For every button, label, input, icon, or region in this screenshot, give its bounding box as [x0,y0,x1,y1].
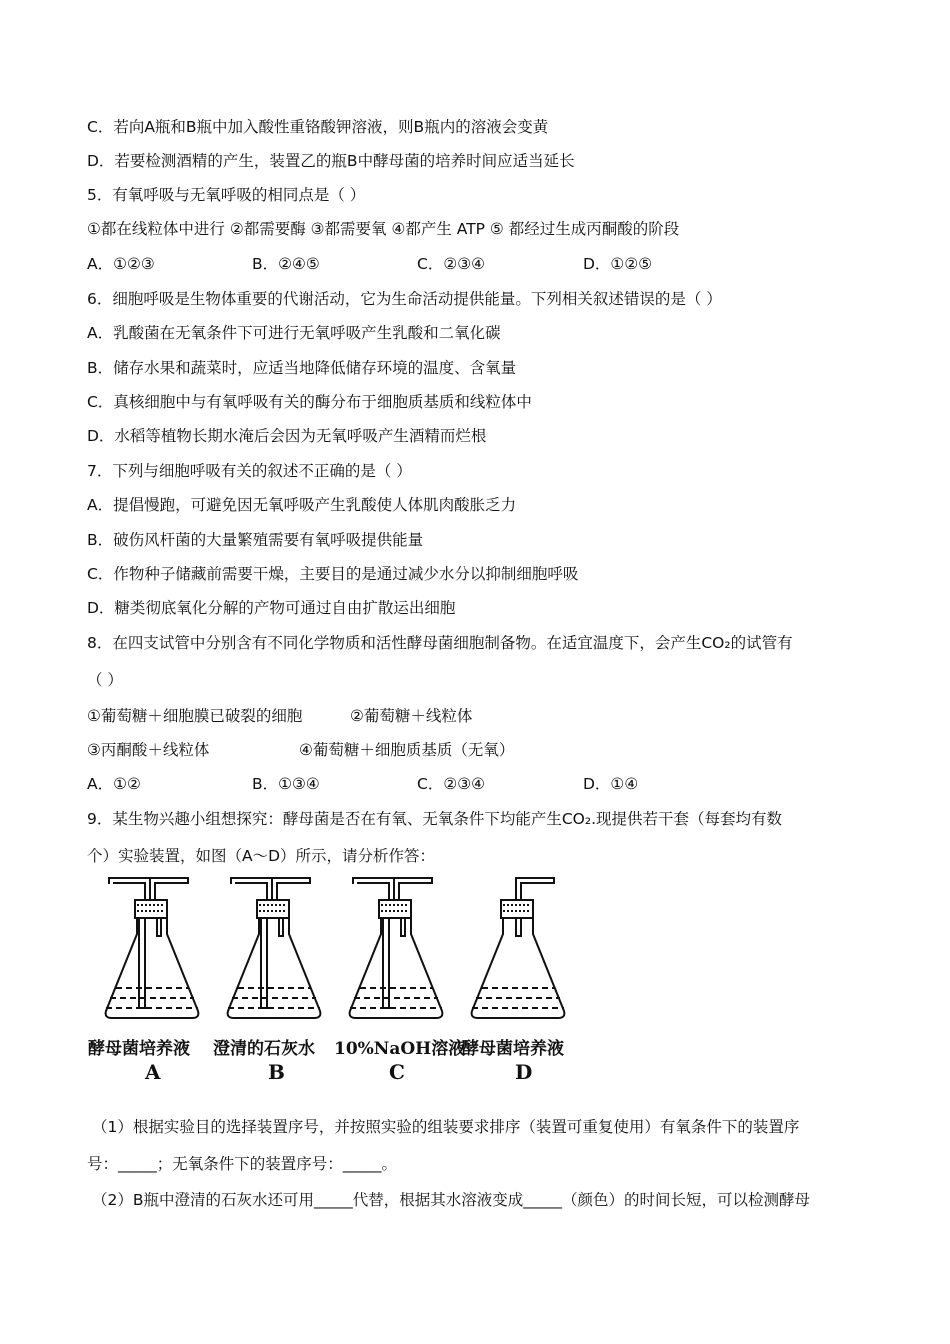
question-9-part-2-line-1: （2）B瓶中澄清的石灰水还可用_____代替，根据其水溶液变成_____（颜色）的时间长短，可以检测酵母 [92,1191,810,1209]
question-7-option-d: D．糖类彻底氧化分解的产物可通过自由扩散运出细胞 [87,599,456,617]
question-4-option-d: D．若要检测酒精的产生，装置乙的瓶B中酵母菌的培养时间应适当延长 [87,152,575,170]
question-4-option-c: C．若向A瓶和B瓶中加入酸性重铬酸钾溶液，则B瓶内的溶液会变黄 [87,118,549,136]
label-c: C [389,1060,405,1084]
flask-a-diagram [92,876,212,1036]
label-a: A [145,1060,161,1084]
question-8-item-4: ④葡萄糖＋细胞质基质（无氧） [299,741,515,759]
option-a: A．①②③ [87,255,155,273]
question-6-option-c: C．真核细胞中与有氧呼吸有关的酶分布于细胞质基质和线粒体中 [87,393,532,411]
question-9-stem-line-2: 个）实验装置，如图（A～D）所示，请分析作答： [87,847,436,865]
option-c: C．②③④ [417,255,486,273]
question-9-part-1-line-1: （1）根据实验目的选择装置序号，并按照实验的组装要求排序（装置可重复使用）有氧条件下的装置序 [92,1118,800,1136]
question-5-items: ①都在线粒体中进行 ②都需要酶 ③都需要氧 ④都产生 ATP ⑤ 都经过生成丙酮酸的阶段 [87,220,680,238]
flask-b-diagram [214,876,334,1036]
question-8-item-3: ③丙酮酸＋线粒体 [87,741,210,759]
question-7-option-a: A．提倡慢跑，可避免因无氧呼吸产生乳酸使人体肌肉酸胀乏力 [87,496,517,514]
option-b: B．①③④ [252,775,320,793]
caption-b: 澄清的石灰水 [213,1039,315,1059]
flask-d-diagram [458,876,578,1036]
caption-a: 酵母菌培养液 [88,1039,190,1059]
label-b: B [268,1060,285,1084]
question-8-item-1: ①葡萄糖＋细胞膜已破裂的细胞 [87,707,303,725]
question-9-part-1-line-2: 号：_____；无氧条件下的装置序号：_____。 [87,1155,398,1173]
flask-c-diagram [336,876,456,1036]
question-5-stem: 5．有氧呼吸与无氧呼吸的相同点是（ ） [87,186,366,204]
option-b: B．②④⑤ [252,255,320,273]
option-d: D．①②⑤ [583,255,653,273]
caption-c: 10%NaOH溶液 [334,1039,466,1059]
question-8-item-2: ②葡萄糖＋线粒体 [350,707,473,725]
question-9-stem-line-1: 9．某生物兴趣小组想探究：酵母菌是否在有氧、无氧条件下均能产生CO₂.现提供若干套（每套均有数 [87,810,783,828]
question-6-stem: 6．细胞呼吸是生物体重要的代谢活动，它为生命活动提供能量。下列相关叙述错误的是（ ） [87,290,722,308]
question-7-stem: 7．下列与细胞呼吸有关的叙述不正确的是（ ） [87,462,412,480]
label-d: D [515,1060,533,1084]
question-8-stem-line-1: 8．在四支试管中分别含有不同化学物质和活性酵母菌细胞制备物。在适宜温度下，会产生CO₂的试管有 [87,634,793,652]
caption-d: 酵母菌培养液 [462,1039,564,1059]
question-6-option-a: A．乳酸菌在无氧条件下可进行无氧呼吸产生乳酸和二氧化碳 [87,324,501,342]
question-6-option-b: B．储存水果和蔬菜时，应适当地降低储存环境的温度、含氧量 [87,359,517,377]
question-7-option-b: B．破伤风杆菌的大量繁殖需要有氧呼吸提供能量 [87,531,424,549]
option-d: D．①④ [583,775,639,793]
option-a: A．①② [87,775,141,793]
question-7-option-c: C．作物种子储藏前需要干燥，主要目的是通过减少水分以抑制细胞呼吸 [87,565,579,583]
question-8-stem-line-2: （ ） [87,671,123,689]
question-6-option-d: D．水稻等植物长期水淹后会因为无氧呼吸产生酒精而烂根 [87,427,487,445]
option-c: C．②③④ [417,775,486,793]
